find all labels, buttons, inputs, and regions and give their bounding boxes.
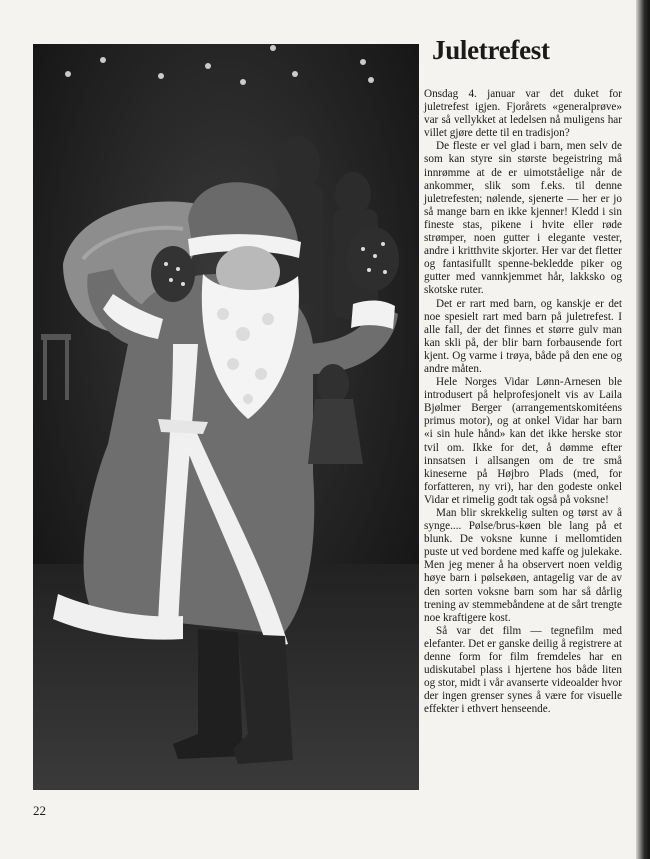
article-title: Juletrefest: [432, 35, 550, 65]
page-edge-shadow: [636, 0, 650, 859]
page-number: 22: [33, 803, 46, 818]
article-paragraph: Hele Norges Vidar Lønn-Arnesen ble introdusert på helprofesjonelt vis av Laila Bjølmer Berger (arrangementskomitéens primus motor), og at onkel Vidar har barn «i sin hule hånd» kan det ikke herske stor tvil om. Ikke for det, å dømme efter innsatsen i allsangen om de tre små kineserne på Højbro Plads (med, for forfatteren, ny vri), har den godeste onkel Vidar et rimelig godt tak også på voksne!: [424, 376, 622, 506]
article-paragraph: Man blir skrekkelig sulten og tørst av å synge.... Pølse/brus-køen ble lang på et blunk. De voksne kunne i mellomtiden puste ut ved bordene med kaffe og julekake. Men jeg mener å ha observert noen veldig høye barn i pølsekøen, antagelig var de av den sorten voksne barn som har så dårlig trening av stemmebåndene at de sårt trengte noe kraftigere kost.: [424, 507, 622, 624]
article-body: [424, 88, 622, 717]
santa-photo-illustration: [33, 44, 419, 790]
santa-photograph: [33, 44, 419, 790]
article-paragraph: De fleste er vel glad i barn, men selv de som kan styre sin største begeistring må innrømme at de er uimotståelige når de ankommer, slik som f.eks. til denne juletrefesten; nølende, sjenerte — her er jo så mange barn en ikke kjenner! Kledd i sin fineste stas, pikene i hvite eller røde strømper, noen gutter i elegante vester, andre i kritthvite skjorter. Her var det fletter og fantasifullt spenne-bekledde piker og gutter med vannkjemmet hår, lakksko og skotske ruter.: [424, 140, 622, 297]
article-paragraph: Så var det film — tegnefilm med elefanter. Det er ganske deilig å registrere at denne form for film fremdeles har en udiskutabel plass i hjertene hos både liten og stor, midt i vår avanserte videoalder hvor der ingen grenser synes å være for visuelle effekter i ethvert henseende.: [424, 624, 622, 716]
article-paragraph: Det er rart med barn, og kanskje er det noe spesielt rart med barn på juletrefest. I alle fall, der det finnes et større gulv man kan skli på, der blir barn forbausende fort kjent. Og varme i trøya, både på den ene og andre måten.: [424, 297, 622, 375]
article-paragraph: Onsdag 4. januar var det duket for juletrefest igjen. Fjorårets «generalprøve» var så vellykket at ledelsen nå muligens har villet gjøre dette til en tradisjon?: [424, 88, 622, 140]
